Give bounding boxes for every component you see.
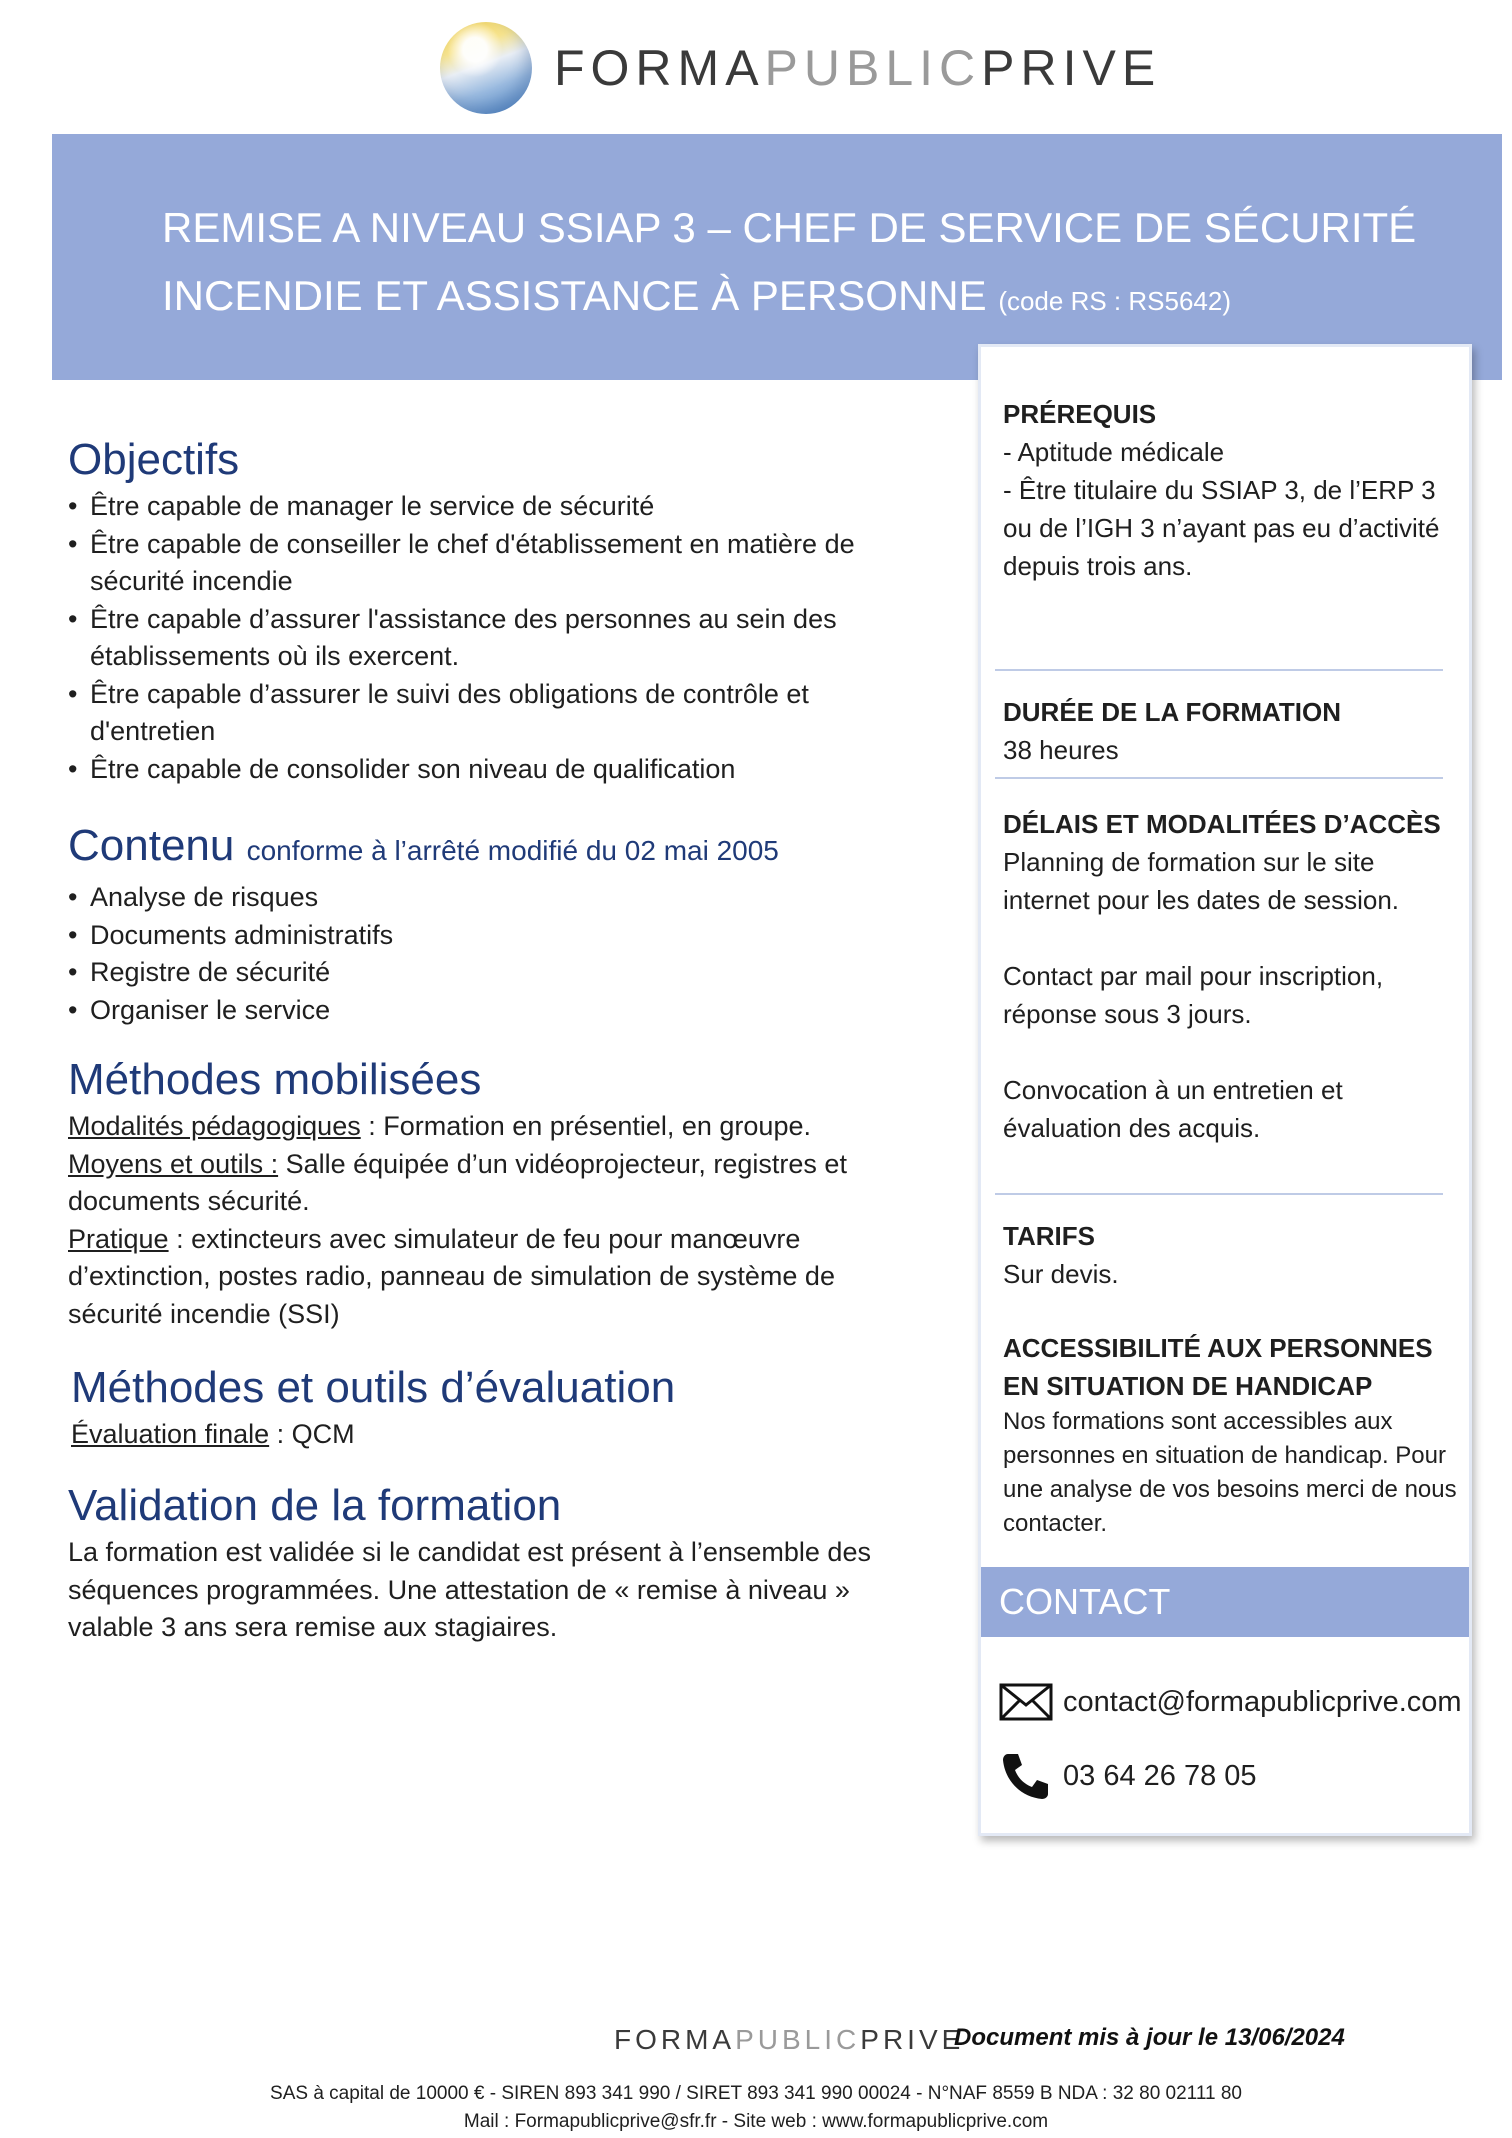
list-item: • Analyse de risques — [68, 879, 928, 917]
moyens-text: Salle équipée d’un vidéoprojecteur, registres et documents sécurité. — [68, 1148, 847, 1216]
legal-line: SAS à capital de 10000 € - SIREN 893 341 990 / SIRET 893 341 990 00024 - N°NAF 8559 B NDA : 32 80 02111 80 — [270, 2083, 1242, 2104]
list-item: • Être capable d’assurer l'assistance des personnes au sein des établissements où ils exercent. — [68, 601, 928, 676]
duree-value: 38 heures — [1003, 735, 1119, 765]
evaluation-text: : QCM — [269, 1419, 355, 1449]
divider — [995, 1193, 1443, 1195]
list-item: • Être capable de consolider son niveau de qualification — [68, 751, 928, 789]
update-date: Document mis à jour le 13/06/2024 — [954, 2024, 1345, 2051]
evaluation-heading: Méthodes et outils d’évaluation — [71, 1363, 676, 1412]
methodes-section — [68, 1052, 928, 1333]
validation-heading: Validation de la formation — [68, 1481, 562, 1530]
list-item: • Organiser le service — [68, 992, 928, 1030]
legal-line: Mail : Formapublicprive@sfr.fr - Site web : www.formapublicprive.com — [463, 2111, 1049, 2132]
list-item: • Documents administratifs — [68, 917, 928, 955]
title-text: REMISE A NIVEAU SSIAP 3 – CHEF DE SERVICE DE SÉCURITÉ INCENDIE ET ASSISTANCE À PERSONNE — [162, 204, 1417, 319]
objectifs-section — [68, 432, 928, 788]
contenu-list — [68, 879, 928, 1029]
footer-brand-prive: PRIVE — [860, 2024, 965, 2055]
page-title — [162, 194, 1422, 335]
evaluation-section — [71, 1360, 931, 1454]
footer-brand-public: PUBLIC — [735, 2024, 861, 2055]
envelope-icon — [999, 1683, 1053, 1721]
contenu-title: Contenu — [68, 821, 235, 870]
pratique-text: : extincteurs avec simulateur de feu pour manœuvre d’extinction, postes radio, panneau de simulation de système de sécurité incendie (SSI) — [68, 1223, 835, 1329]
moyens-label: Moyens et outils : — [68, 1148, 279, 1179]
delais-text: Contact par mail pour inscription, réponse sous 3 jours. — [1003, 961, 1384, 1029]
delais-block — [1003, 805, 1453, 1147]
list-item: • Être capable d’assurer le suivi des obligations de contrôle et d'entretien — [68, 676, 928, 751]
delais-text: Convocation à un entretien et évaluation des acquis. — [1003, 1075, 1343, 1143]
phone-icon — [999, 1751, 1053, 1801]
prerequis-item: - Aptitude médicale — [1003, 437, 1225, 467]
prerequis-item: - Être titulaire du SSIAP 3, de l’ERP 3 ou de l’IGH 3 n’ayant pas eu d’activité depuis trois ans. — [1003, 475, 1440, 581]
modalites-label: Modalités pédagogiques — [68, 1111, 361, 1141]
duree-heading: DURÉE DE LA FORMATION — [1003, 697, 1341, 727]
divider — [995, 669, 1443, 671]
info-sidebar — [978, 344, 1472, 1836]
evaluation-body — [71, 1416, 931, 1454]
legal-footer — [0, 2080, 1512, 2136]
tarifs-block — [1003, 1217, 1453, 1293]
accessibilite-block — [1003, 1329, 1463, 1541]
objectifs-list — [68, 488, 928, 788]
email-link[interactable]: contact@formapublicprive.com — [1063, 1685, 1462, 1718]
list-item: • Être capable de manager le service de sécurité — [68, 488, 928, 526]
brand-part-public: PUBLIC — [764, 40, 982, 96]
modalites-text: : Formation en présentiel, en groupe. — [360, 1111, 811, 1141]
methodes-body — [68, 1108, 928, 1333]
footer-brand-forma: FORMA — [614, 2024, 736, 2055]
contact-phone[interactable] — [999, 1751, 1257, 1801]
list-item: • Être capable de conseiller le chef d'établissement en matière de sécurité incendie — [68, 526, 928, 601]
evaluation-label: Évaluation finale — [71, 1419, 270, 1449]
validation-section — [68, 1478, 928, 1647]
methodes-heading: Méthodes mobilisées — [68, 1055, 482, 1104]
list-item: • Registre de sécurité — [68, 954, 928, 992]
contact-email[interactable] — [999, 1683, 1462, 1721]
prerequis-heading: PRÉREQUIS — [1003, 399, 1157, 429]
phone-number[interactable]: 03 64 26 78 05 — [1063, 1759, 1257, 1792]
brand-part-prive: PRIVE — [981, 40, 1162, 96]
brand-name — [554, 39, 1161, 97]
pratique-label: Pratique — [68, 1223, 169, 1254]
delais-text: Planning de formation sur le site internet pour les dates de session. — [1003, 847, 1400, 915]
prerequis-block — [1003, 395, 1453, 585]
contenu-subtitle: conforme à l’arrêté modifié du 02 mai 2005 — [246, 835, 779, 866]
contenu-heading — [68, 818, 928, 879]
footer-brand — [614, 2024, 964, 2056]
contenu-section — [68, 818, 928, 1029]
brand-logo — [440, 22, 1161, 114]
rs-code: (code RS : RS5642) — [998, 286, 1231, 316]
tarifs-value: Sur devis. — [1003, 1259, 1119, 1289]
validation-text: La formation est validée si le candidat est présent à l’ensemble des séquences programmées. Une attestation de « remise à niveau » valable 3 ans sera remise aux stagiaires. — [68, 1537, 871, 1642]
brand-part-forma: FORMA — [554, 40, 765, 96]
divider — [995, 777, 1443, 779]
objectifs-heading: Objectifs — [68, 435, 240, 484]
delais-heading: DÉLAIS ET MODALITÉES D’ACCÈS — [1003, 809, 1441, 839]
accessibilite-text: Nos formations sont accessibles aux personnes en situation de handicap. Pour une analyse de vos besoins merci de nous contacter. — [1003, 1408, 1457, 1537]
duree-block — [1003, 693, 1453, 769]
tarifs-heading: TARIFS — [1003, 1221, 1095, 1251]
globe-logo-icon — [440, 22, 532, 114]
accessibilite-heading: ACCESSIBILITÉ AUX PERSONNES EN SITUATION DE HANDICAP — [1003, 1333, 1433, 1401]
contact-heading: CONTACT — [981, 1567, 1469, 1637]
